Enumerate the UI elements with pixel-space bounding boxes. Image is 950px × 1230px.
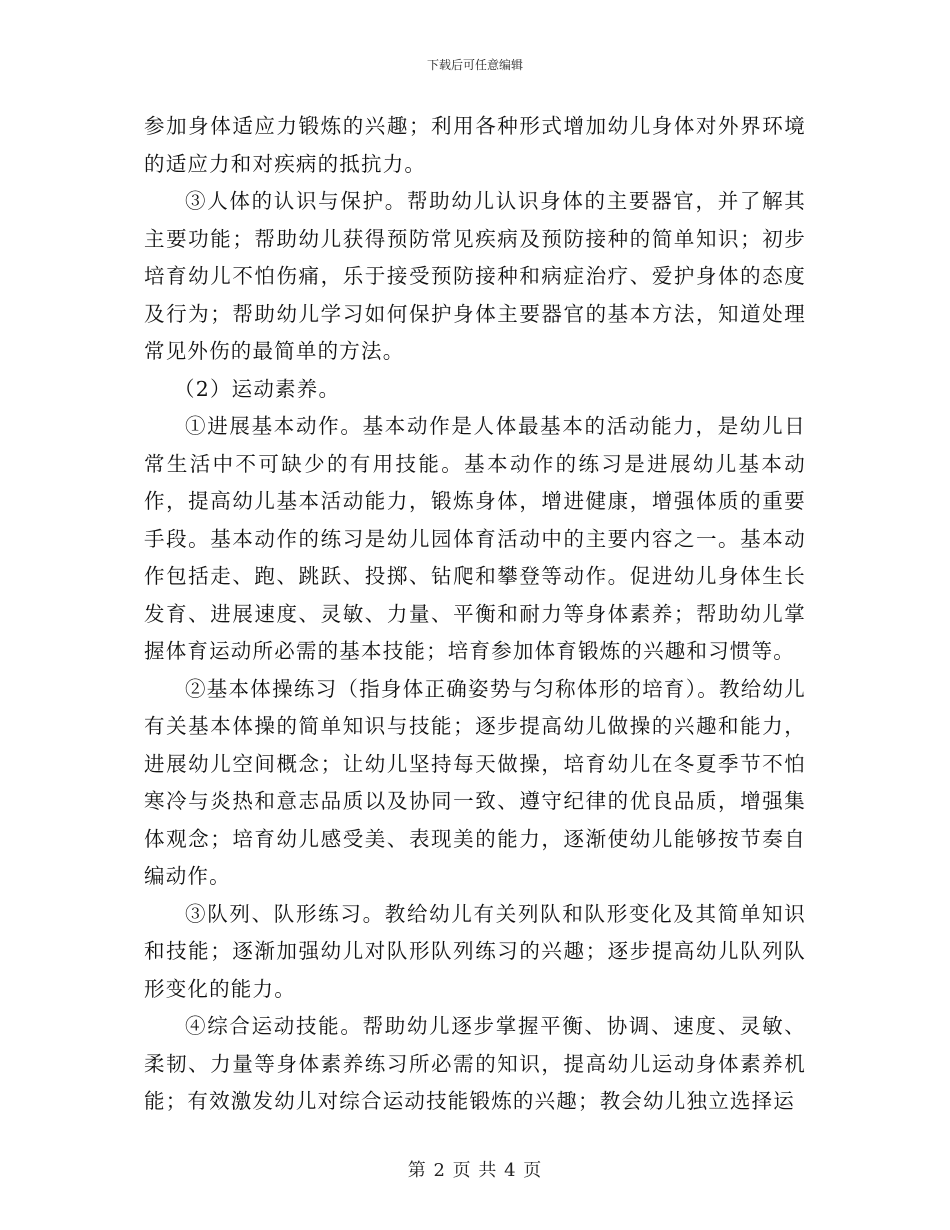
page-header: 下载后可任意编辑 <box>426 58 523 72</box>
paragraph-formation-practice: ③队列、队形练习。教给幼儿有关列队和队形变化及其简单知识和技能；逐渐加强幼儿对队形队列练习的兴趣；逐步提高幼儿队列队形变化的能力。 <box>144 901 806 1001</box>
paragraph-continuation: 参加身体适应力锻炼的兴趣；利用各种形式增加幼儿身体对外界环境的适应力和对疾病的抵抗力。 <box>144 114 806 176</box>
document-body <box>144 108 806 1121</box>
section-heading-sports-literacy: （2）运动素养。 <box>174 376 341 401</box>
paragraph-basic-gymnastics: ②基本体操练习（指身体正确姿势与匀称体形的培育）。教给幼儿有关基本体操的简单知识与技能；逐步提高幼儿做操的兴趣和能力，进展幼儿空间概念；让幼儿坚持每天做操，培育幼儿在冬夏季节不怕寒冷与炎热和意志品质以及协同一致、遵守纪律的优良品质，增强集体观念；培育幼儿感受美、表现美的能力，逐渐使幼儿能够按节奏自编动作。 <box>144 676 806 888</box>
paragraph-comprehensive-skills: ④综合运动技能。帮助幼儿逐步掌握平衡、协调、速度、灵敏、柔韧、力量等身体素养练习所必需的知识，提高幼儿运动身体素养机能；有效激发幼儿对综合运动技能锻炼的兴趣；教会幼儿独立选择运 <box>144 1014 806 1113</box>
paragraph-body-protection: ③人体的认识与保护。帮助幼儿认识身体的主要器官，并了解其主要功能；帮助幼儿获得预防常见疾病及预防接种的简单知识；初步培育幼儿不怕伤痛，乐于接受预防接种和病症治疗、爱护身体的态度及行为；帮助幼儿学习如何保护身体主要器官的基本方法，知道处理常见外伤的最简单的方法。 <box>144 189 806 363</box>
page-number-footer: 第 2 页 共 4 页 <box>407 1160 543 1181</box>
paragraph-basic-movements: ①进展基本动作。基本动作是人体最基本的活动能力，是幼儿日常生活中不可缺少的有用技能。基本动作的练习是进展幼儿基本动作，提高幼儿基本活动能力，锻炼身体，增进健康，增强体质的重要手段。基本动作的练习是幼儿园体育活动中的主要内容之一。基本动作包括走、跑、跳跃、投掷、钻爬和攀登等动作。促进幼儿身体生长发育、进展速度、灵敏、力量、平衡和耐力等身体素养；帮助幼儿掌握体育运动所必需的基本技能；培育参加体育锻炼的兴趣和习惯等。 <box>144 414 806 663</box>
